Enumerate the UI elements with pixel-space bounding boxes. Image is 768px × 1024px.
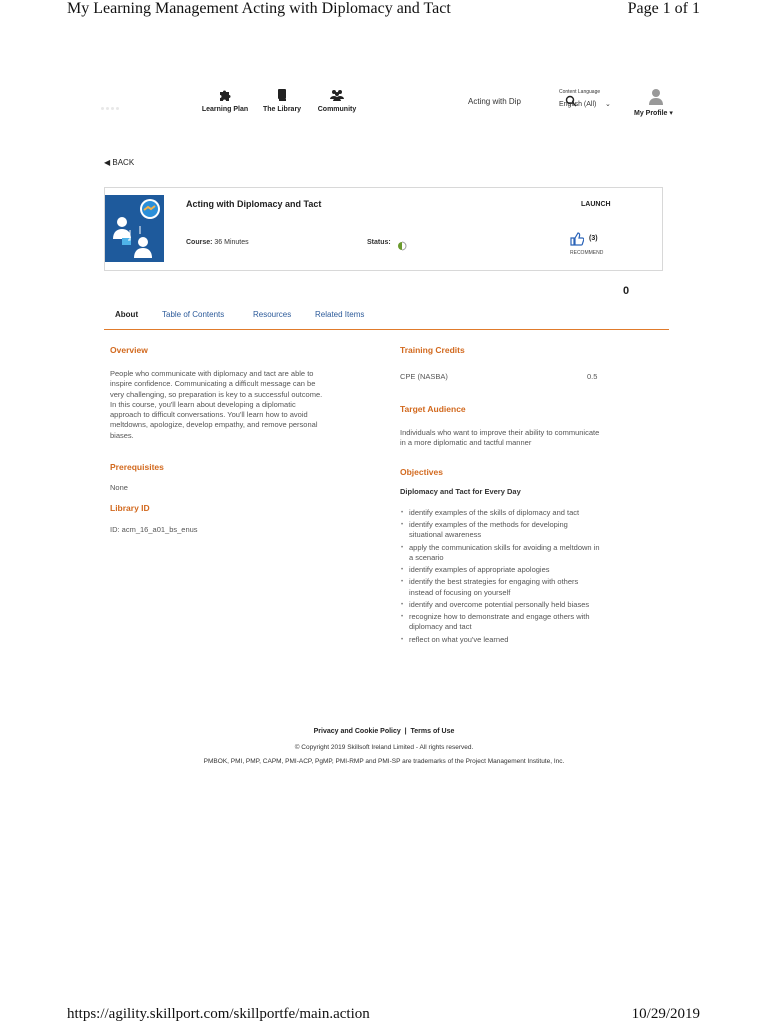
course-duration bbox=[186, 239, 249, 246]
tab-about[interactable]: About bbox=[115, 310, 139, 319]
nav-label: The Library bbox=[262, 106, 302, 113]
back-button[interactable]: ◀ BACK bbox=[104, 158, 135, 167]
overview-line: meltdowns, apologize, develop empathy, and remove personal bbox=[110, 420, 318, 430]
terms-of-use-link[interactable]: Terms of Use bbox=[410, 728, 455, 735]
overview-line: In this course, you'll learn about developing a diplomatic bbox=[110, 399, 296, 409]
objective-line: instead of focusing on yourself bbox=[409, 587, 511, 597]
objective-item bbox=[409, 520, 659, 541]
objective-line: • identify and overcome potential personally held biases bbox=[409, 599, 590, 609]
library-id-value: ID: acm_16_a01_bs_enus bbox=[110, 525, 198, 534]
launch-button[interactable]: LAUNCH bbox=[581, 201, 611, 208]
objective-line: • reflect on what you've learned bbox=[409, 634, 509, 644]
overview-heading: Overview bbox=[110, 345, 148, 355]
footer-links bbox=[0, 728, 768, 735]
nav-the-library[interactable] bbox=[260, 88, 304, 113]
nav-label: Community bbox=[317, 106, 357, 113]
objective-item bbox=[409, 635, 659, 645]
target-audience-text bbox=[400, 428, 665, 449]
objectives-heading: Objectives bbox=[400, 467, 443, 477]
print-header-title: My Learning Management Acting with Diplomacy and Tact bbox=[67, 0, 451, 17]
print-page-number: Page 1 of 1 bbox=[627, 0, 700, 17]
status-label: Status: bbox=[367, 239, 391, 246]
course-duration-value: 36 Minutes bbox=[214, 239, 249, 246]
library-id-heading: Library ID bbox=[110, 503, 150, 513]
print-footer-date: 10/29/2019 bbox=[631, 1006, 700, 1022]
objective-item bbox=[409, 612, 659, 633]
objective-line: • apply the communication skills for avoiding a meltdown in bbox=[409, 542, 600, 552]
objective-line: • identify the best strategies for engaging with others bbox=[409, 577, 579, 587]
thumbs-up-icon[interactable] bbox=[570, 232, 584, 251]
objective-item bbox=[409, 600, 659, 610]
tab-divider bbox=[104, 329, 669, 330]
training-credits-heading: Training Credits bbox=[400, 345, 465, 355]
book-icon bbox=[260, 88, 304, 104]
objective-line: • identify examples of appropriate apologies bbox=[409, 565, 550, 575]
objective-item bbox=[409, 543, 659, 564]
objective-item bbox=[409, 565, 659, 575]
nav-label: Learning Plan bbox=[201, 106, 249, 113]
prerequisites-value: None bbox=[110, 483, 128, 492]
credit-type: CPE (NASBA) bbox=[400, 372, 448, 381]
nav-community[interactable] bbox=[314, 88, 360, 113]
recommend-count: (3) bbox=[589, 235, 598, 242]
course-type-label: Course: bbox=[186, 239, 213, 246]
prerequisites-heading: Prerequisites bbox=[110, 462, 164, 472]
nav-learning-plan[interactable] bbox=[200, 88, 250, 113]
overview-text bbox=[110, 369, 385, 441]
puzzle-icon bbox=[200, 88, 250, 104]
objective-line: • recognize how to demonstrate and engage others with bbox=[409, 612, 590, 622]
tab-table-of-contents[interactable]: Table of Contents bbox=[162, 310, 225, 319]
status-icon bbox=[397, 238, 407, 256]
trademark-notice: PMBOK, PMI, PMP, CAPM, PMI-ACP, PgMP, PMI-RMP and PMI-SP are trademarks of the Project Management Institute, Inc. bbox=[203, 758, 565, 765]
privacy-policy-link[interactable]: Privacy and Cookie Policy bbox=[313, 728, 401, 735]
print-footer-url: https://agility.skillport.com/skillportfe/main.action bbox=[67, 1006, 370, 1022]
overview-line: very challenging, so preparation is key to a successful outcome. bbox=[110, 389, 323, 399]
course-thumbnail bbox=[105, 195, 164, 262]
objective-line: a scenario bbox=[409, 552, 444, 562]
footer-separator: | bbox=[404, 728, 407, 735]
my-profile-menu[interactable]: My Profile ▾ bbox=[634, 110, 673, 117]
objective-line: diplomacy and tact bbox=[409, 622, 472, 632]
objectives-list bbox=[409, 508, 659, 647]
objective-line: • identify examples of the methods for developing bbox=[409, 520, 568, 530]
profile-avatar-icon[interactable] bbox=[648, 88, 664, 111]
content-language-label: Content Language bbox=[559, 89, 601, 95]
chevron-down-icon[interactable]: ⌄ bbox=[605, 101, 611, 108]
target-audience-heading: Target Audience bbox=[400, 404, 466, 414]
tab-related-items[interactable]: Related Items bbox=[315, 310, 365, 319]
objective-item bbox=[409, 577, 659, 598]
credit-value: 0.5 bbox=[587, 372, 598, 381]
content-language-select[interactable]: English (All) bbox=[559, 101, 597, 108]
copyright: © Copyright 2019 Skillsoft Ireland Limited - All rights reserved. bbox=[294, 744, 474, 751]
people-icon bbox=[314, 88, 360, 104]
objective-item bbox=[409, 508, 659, 518]
overview-line: approach to difficult conversations. You'll learn how to avoid bbox=[110, 410, 308, 420]
target-audience-line: Individuals who want to improve their ability to communicate bbox=[400, 428, 600, 437]
tab-resources[interactable]: Resources bbox=[253, 310, 292, 319]
course-title: Acting with Diplomacy and Tact bbox=[186, 199, 322, 209]
objective-line: situational awareness bbox=[409, 530, 482, 540]
search-input[interactable]: Acting with Dip bbox=[468, 97, 521, 106]
objectives-subheading: Diplomacy and Tact for Every Day bbox=[400, 487, 521, 496]
overview-line: People who communicate with diplomacy and tact are able to bbox=[110, 369, 314, 378]
overview-line: biases. bbox=[110, 430, 134, 440]
overview-line: inspire confidence. Communicating a difficult message can be bbox=[110, 379, 316, 389]
logo[interactable] bbox=[100, 98, 130, 112]
course-card bbox=[104, 187, 663, 271]
recommend-label[interactable]: RECOMMEND bbox=[570, 250, 604, 256]
target-audience-line: in a more diplomatic and tactful manner bbox=[400, 438, 532, 448]
rating-count: 0 bbox=[623, 285, 630, 297]
objective-line: • identify examples of the skills of diplomacy and tact bbox=[409, 508, 580, 517]
